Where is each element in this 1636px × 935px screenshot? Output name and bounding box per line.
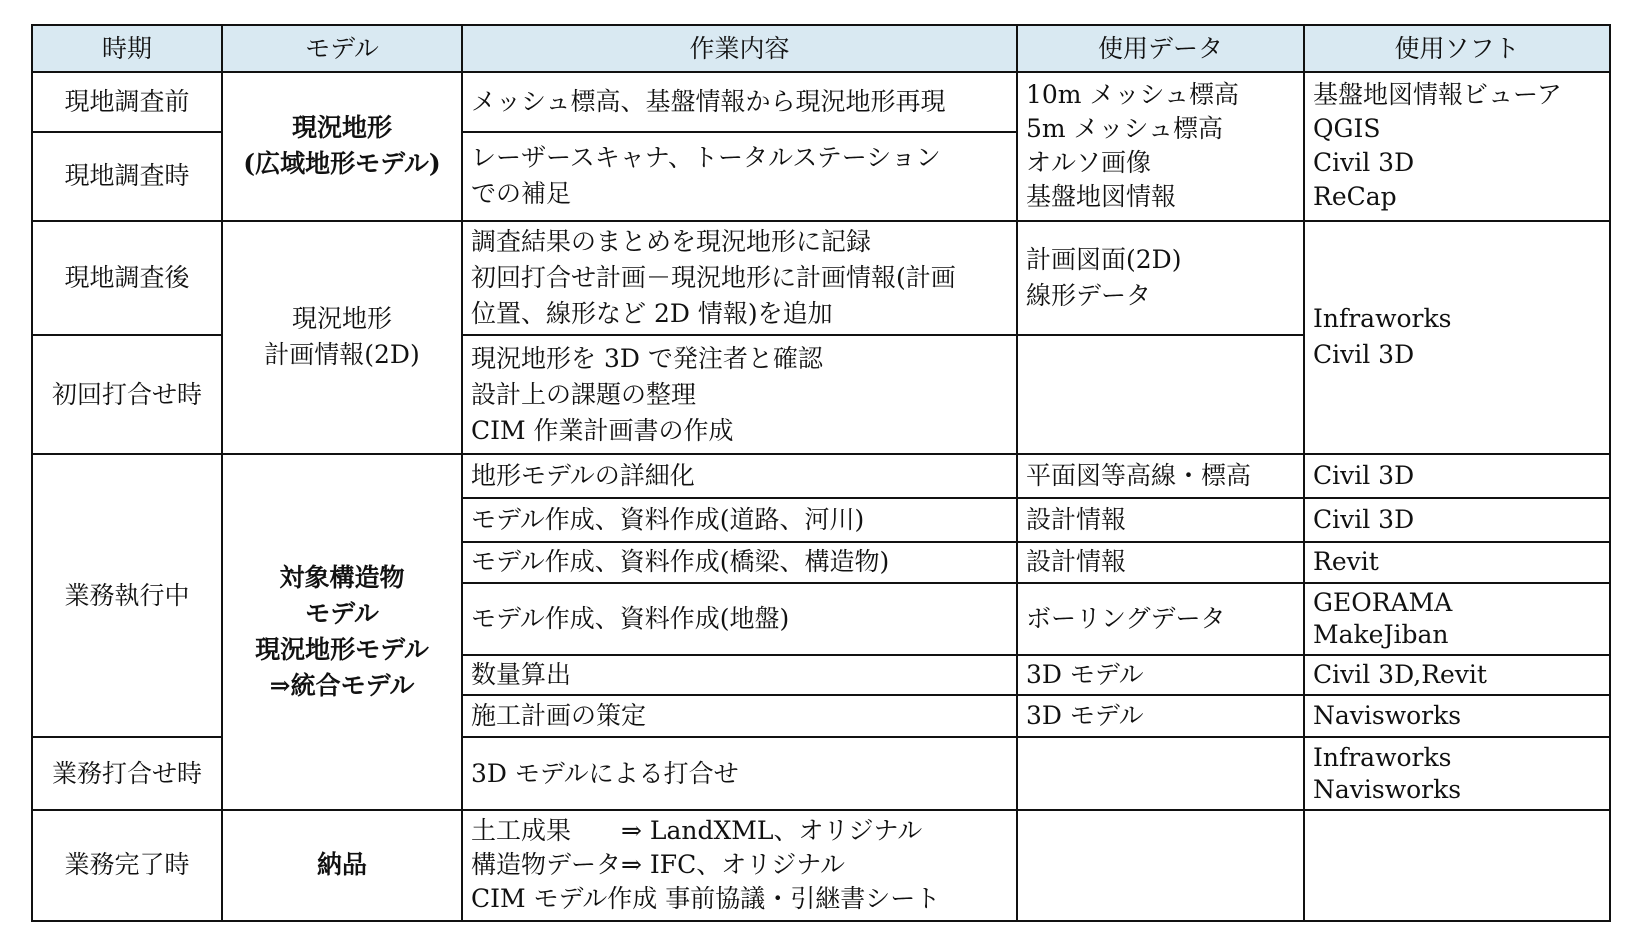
- data-cell: 平面図等高線・標高: [1017, 454, 1304, 498]
- software-line: QGIS: [1313, 114, 1381, 144]
- task-cell: [462, 72, 1017, 132]
- header-model: モデル: [222, 25, 462, 72]
- software-line: Navisworks: [1313, 774, 1462, 804]
- data-line: 線形データ: [1026, 280, 1152, 310]
- table-row: [32, 454, 1610, 498]
- software-line: 基盤地図情報ビューア: [1313, 80, 1562, 110]
- software-cell: [1304, 221, 1610, 454]
- task-cell: モデル作成、資料作成(橋梁、構造物): [462, 542, 1017, 583]
- cim-workflow-table: [31, 24, 1611, 922]
- data-line: 基盤地図情報: [1026, 182, 1177, 212]
- period-cell: 現地調査時: [32, 132, 222, 221]
- task-cell: [462, 810, 1017, 921]
- software-cell: [1304, 583, 1610, 655]
- task-cell: モデル作成、資料作成(地盤): [462, 583, 1017, 655]
- data-line: 計画図面(2D): [1026, 244, 1182, 274]
- header-row: [32, 25, 1610, 72]
- model-line: 現況地形モデル: [255, 634, 429, 664]
- task-line-part: 土工成果: [471, 816, 572, 846]
- task-line: 調査結果のまとめを現況地形に記録: [471, 226, 872, 256]
- model-line: モデル: [305, 598, 379, 628]
- data-cell: 設計情報: [1017, 542, 1304, 583]
- task-cell: [462, 335, 1017, 454]
- software-cell-empty: [1304, 810, 1610, 921]
- software-cell: Civil 3D: [1304, 454, 1610, 498]
- software-cell: [1304, 72, 1610, 221]
- model-cell: [222, 454, 462, 810]
- software-cell: Revit: [1304, 542, 1610, 583]
- model-cell: [222, 72, 462, 221]
- software-line: Infraworks: [1313, 742, 1452, 772]
- header-software: 使用ソフト: [1304, 25, 1610, 72]
- software-line: ReCap: [1313, 182, 1397, 212]
- table-row: [32, 72, 1610, 132]
- task-line: [471, 814, 1008, 848]
- model-line: (広域地形モデル): [243, 149, 441, 179]
- task-line: 設計上の課題の整理: [471, 379, 697, 409]
- software-line: Civil 3D: [1313, 340, 1415, 370]
- task-line: 初回打合せ計画－現況地形に計画情報(計画: [471, 262, 956, 292]
- task-cell: [462, 132, 1017, 221]
- model-cell: 納品: [222, 810, 462, 921]
- data-cell: ボーリングデータ: [1017, 583, 1304, 655]
- model-line: 対象構造物: [279, 562, 405, 592]
- task-line: CIM モデル作成 事前協議・引継書シート: [471, 884, 941, 914]
- software-line: MakeJiban: [1313, 619, 1449, 649]
- task-line: CIM 作業計画書の作成: [471, 415, 734, 445]
- period-cell: 現地調査後: [32, 221, 222, 335]
- table-row: [32, 221, 1610, 335]
- model-line: 現況地形: [291, 304, 392, 334]
- header-task: 作業内容: [462, 25, 1017, 72]
- period-cell: 業務打合せ時: [32, 737, 222, 809]
- software-cell: [1304, 737, 1610, 809]
- software-line: Infraworks: [1313, 304, 1452, 334]
- task-line: レーザースキャナ、トータルステーション: [471, 143, 941, 173]
- model-line: 計画情報(2D): [264, 340, 420, 370]
- data-cell-empty: [1017, 810, 1304, 921]
- task-cell: 地形モデルの詳細化: [462, 454, 1017, 498]
- model-line: 現況地形: [291, 113, 392, 143]
- period-cell: 業務完了時: [32, 810, 222, 921]
- task-line: での補足: [471, 179, 572, 209]
- data-cell: 設計情報: [1017, 498, 1304, 542]
- task-line: 位置、線形など 2D 情報)を追加: [471, 298, 833, 328]
- data-cell-empty: [1017, 737, 1304, 809]
- data-cell: 3D モデル: [1017, 695, 1304, 738]
- data-line: オルソ画像: [1026, 148, 1152, 178]
- task-line: 現況地形を 3D で発注者と確認: [471, 343, 823, 373]
- task-cell: 数量算出: [462, 655, 1017, 695]
- model-cell: [222, 221, 462, 454]
- task-cell: 施工計画の策定: [462, 695, 1017, 738]
- data-cell: [1017, 221, 1304, 335]
- software-cell: Civil 3D,Revit: [1304, 655, 1610, 695]
- header-data: 使用データ: [1017, 25, 1304, 72]
- task-line: 構造物データ⇒ IFC、オリジナル: [471, 850, 845, 880]
- model-line: ⇒統合モデル: [269, 670, 415, 700]
- software-line: Civil 3D: [1313, 148, 1415, 178]
- data-cell-empty: [1017, 335, 1304, 454]
- software-cell: Civil 3D: [1304, 498, 1610, 542]
- data-line: 5m メッシュ標高: [1026, 114, 1224, 144]
- header-period: 時期: [32, 25, 222, 72]
- data-cell: [1017, 72, 1304, 221]
- table-row: [32, 810, 1610, 921]
- task-cell: 3D モデルによる打合せ: [462, 737, 1017, 809]
- task-cell: [462, 221, 1017, 335]
- task-cell: モデル作成、資料作成(道路、河川): [462, 498, 1017, 542]
- software-cell: Navisworks: [1304, 695, 1610, 738]
- period-cell: 業務執行中: [32, 454, 222, 737]
- data-cell: 3D モデル: [1017, 655, 1304, 695]
- period-cell: 初回打合せ時: [32, 335, 222, 454]
- task-line-part: ⇒ LandXML、オリジナル: [621, 816, 923, 846]
- period-cell: 現地調査前: [32, 72, 222, 132]
- task-line: メッシュ標高、基盤情報から現況地形再現: [471, 87, 946, 117]
- software-line: GEORAMA: [1313, 587, 1453, 617]
- data-line: 10m メッシュ標高: [1026, 80, 1239, 110]
